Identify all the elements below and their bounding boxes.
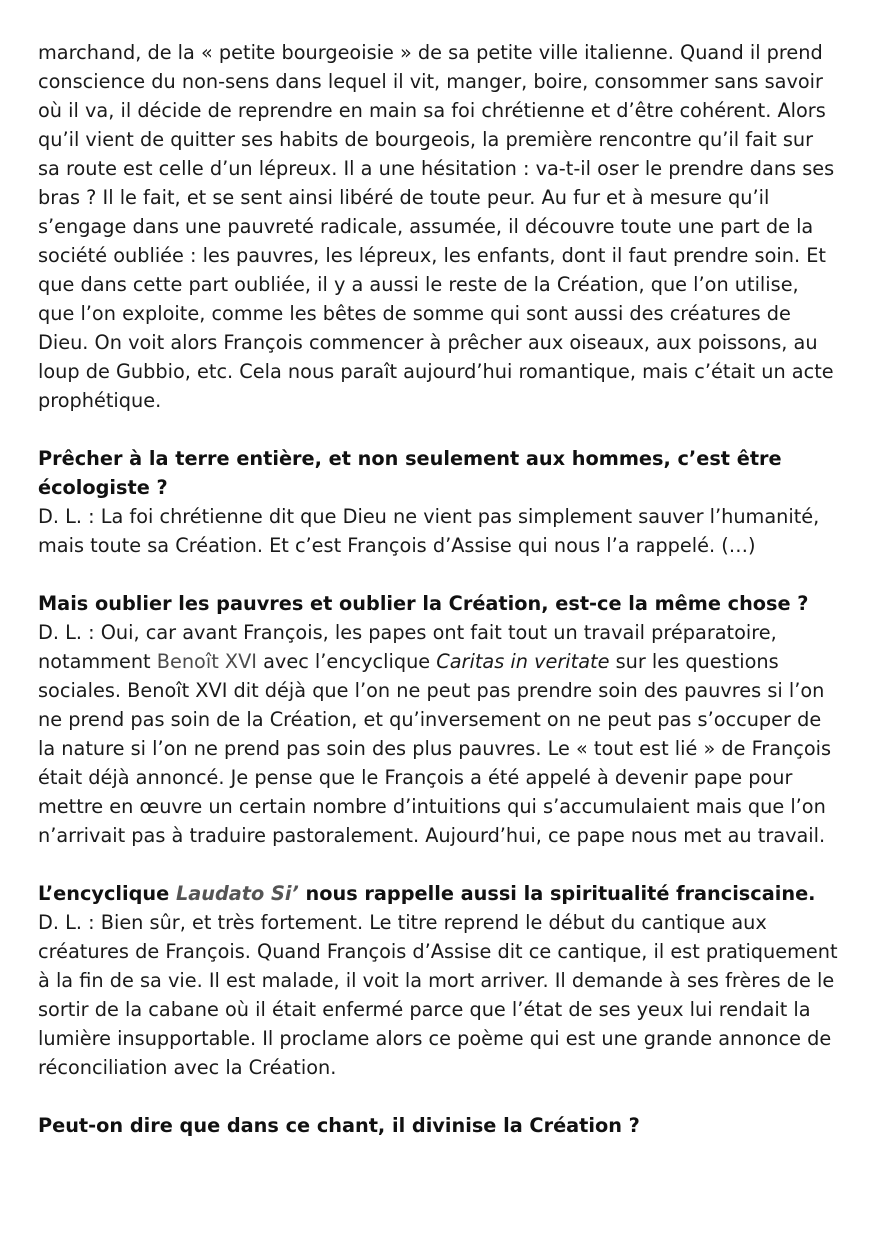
benoit-xvi-link[interactable]: Benoît XVI xyxy=(156,650,257,673)
question-4: Peut-on dire que dans ce chant, il divinise la Création ? xyxy=(38,1114,640,1137)
interview-block-4 xyxy=(38,1111,838,1140)
question-1: Prêcher à la terre entière, et non seulement aux hommes, c’est être écologiste ? xyxy=(38,447,782,499)
answer-3: D. L. : Bien sûr, et très fortement. Le titre reprend le début du cantique aux créatures de François. Quand François d’Assise dit ce cantique, il est pratiquement à la fin de sa vie. Il est malade, il voit la mort arriver. Il demande à ses frères de le sortir de la cabane où il était enfermé parce que l’état de ses yeux lui rendait la lumière insupportable. Il proclame alors ce poème qui est une grande annonce de réconciliation avec la Création. xyxy=(38,911,838,1079)
intro-paragraph: marchand, de la « petite bourgeoisie » de sa petite ville italienne. Quand il prend conscience du non-sens dans lequel il vit, manger, boire, consommer sans savoir où il va, il décide de reprendre en main sa foi chrétienne et d’être cohérent. Alors qu’il vient de quitter ses habits de bourgeois, la première rencontre qu’il fait sur sa route est celle d’un lépreux. Il a une hésitation : va-t-il oser le prendre dans ses bras ? Il le fait, et se sent ainsi libéré de toute peur. Au fur et à mesure qu’il s’engage dans une pauvreté radicale, assumée, il découvre toute une part de la société oubliée : les pauvres, les lépreux, les enfants, dont il faut prendre soin. Et que dans cette part oubliée, il y a aussi le reste de la Création, que l’on utilise, que l’on exploite, comme les bêtes de somme qui sont aussi des créatures de Dieu. On voit alors François commencer à prêcher aux oiseaux, aux poissons, au loup de Gubbio, etc. Cela nous paraît aujourd’hui romantique, mais c’était un acte prophétique. xyxy=(38,41,835,412)
question-3 xyxy=(38,879,838,908)
answer-1: D. L. : La foi chrétienne dit que Dieu ne vient pas simplement sauver l’humanité, mais toute sa Création. Et c’est François d’Assise qui nous l’a rappelé. (…) xyxy=(38,505,820,557)
answer-2-text-a: D. L. : Oui, car avant François, les papes ont fait tout un travail préparatoire, notamment xyxy=(38,621,777,673)
laudato-si-title: Laudato Si’ xyxy=(175,882,299,905)
question-3-text-b: nous rappelle aussi la spiritualité franciscaine. xyxy=(298,882,816,905)
answer-2-text-c: sur les questions sociales. Benoît XVI dit déjà que l’on ne peut pas prendre soin des pauvres si l’on ne prend pas soin de la Création, et qu’inversement on ne peut pas s’occuper de la nature si l’on ne prend pas soin des plus pauvres. Le « tout est lié » de François était déjà annoncé. Je pense que le François a été appelé à devenir pape pour mettre en œuvre un certain nombre d’intuitions qui s’accumulaient mais que l’on n’arrivait pas à traduire pastoralement. Aujourd’hui, ce pape nous met au travail. xyxy=(38,650,832,847)
interview-block-2 xyxy=(38,589,838,850)
question-2: Mais oublier les pauvres et oublier la Création, est-ce la même chose ? xyxy=(38,592,809,615)
encyclical-title: Caritas in veritate xyxy=(436,650,610,673)
answer-2-text-b: avec l’encyclique xyxy=(256,650,437,673)
interview-block-3 xyxy=(38,879,838,1082)
question-3-text-a: L’encyclique xyxy=(38,882,176,905)
answer-2 xyxy=(38,618,838,850)
interview-block-1 xyxy=(38,444,838,560)
document-page xyxy=(38,38,838,1169)
